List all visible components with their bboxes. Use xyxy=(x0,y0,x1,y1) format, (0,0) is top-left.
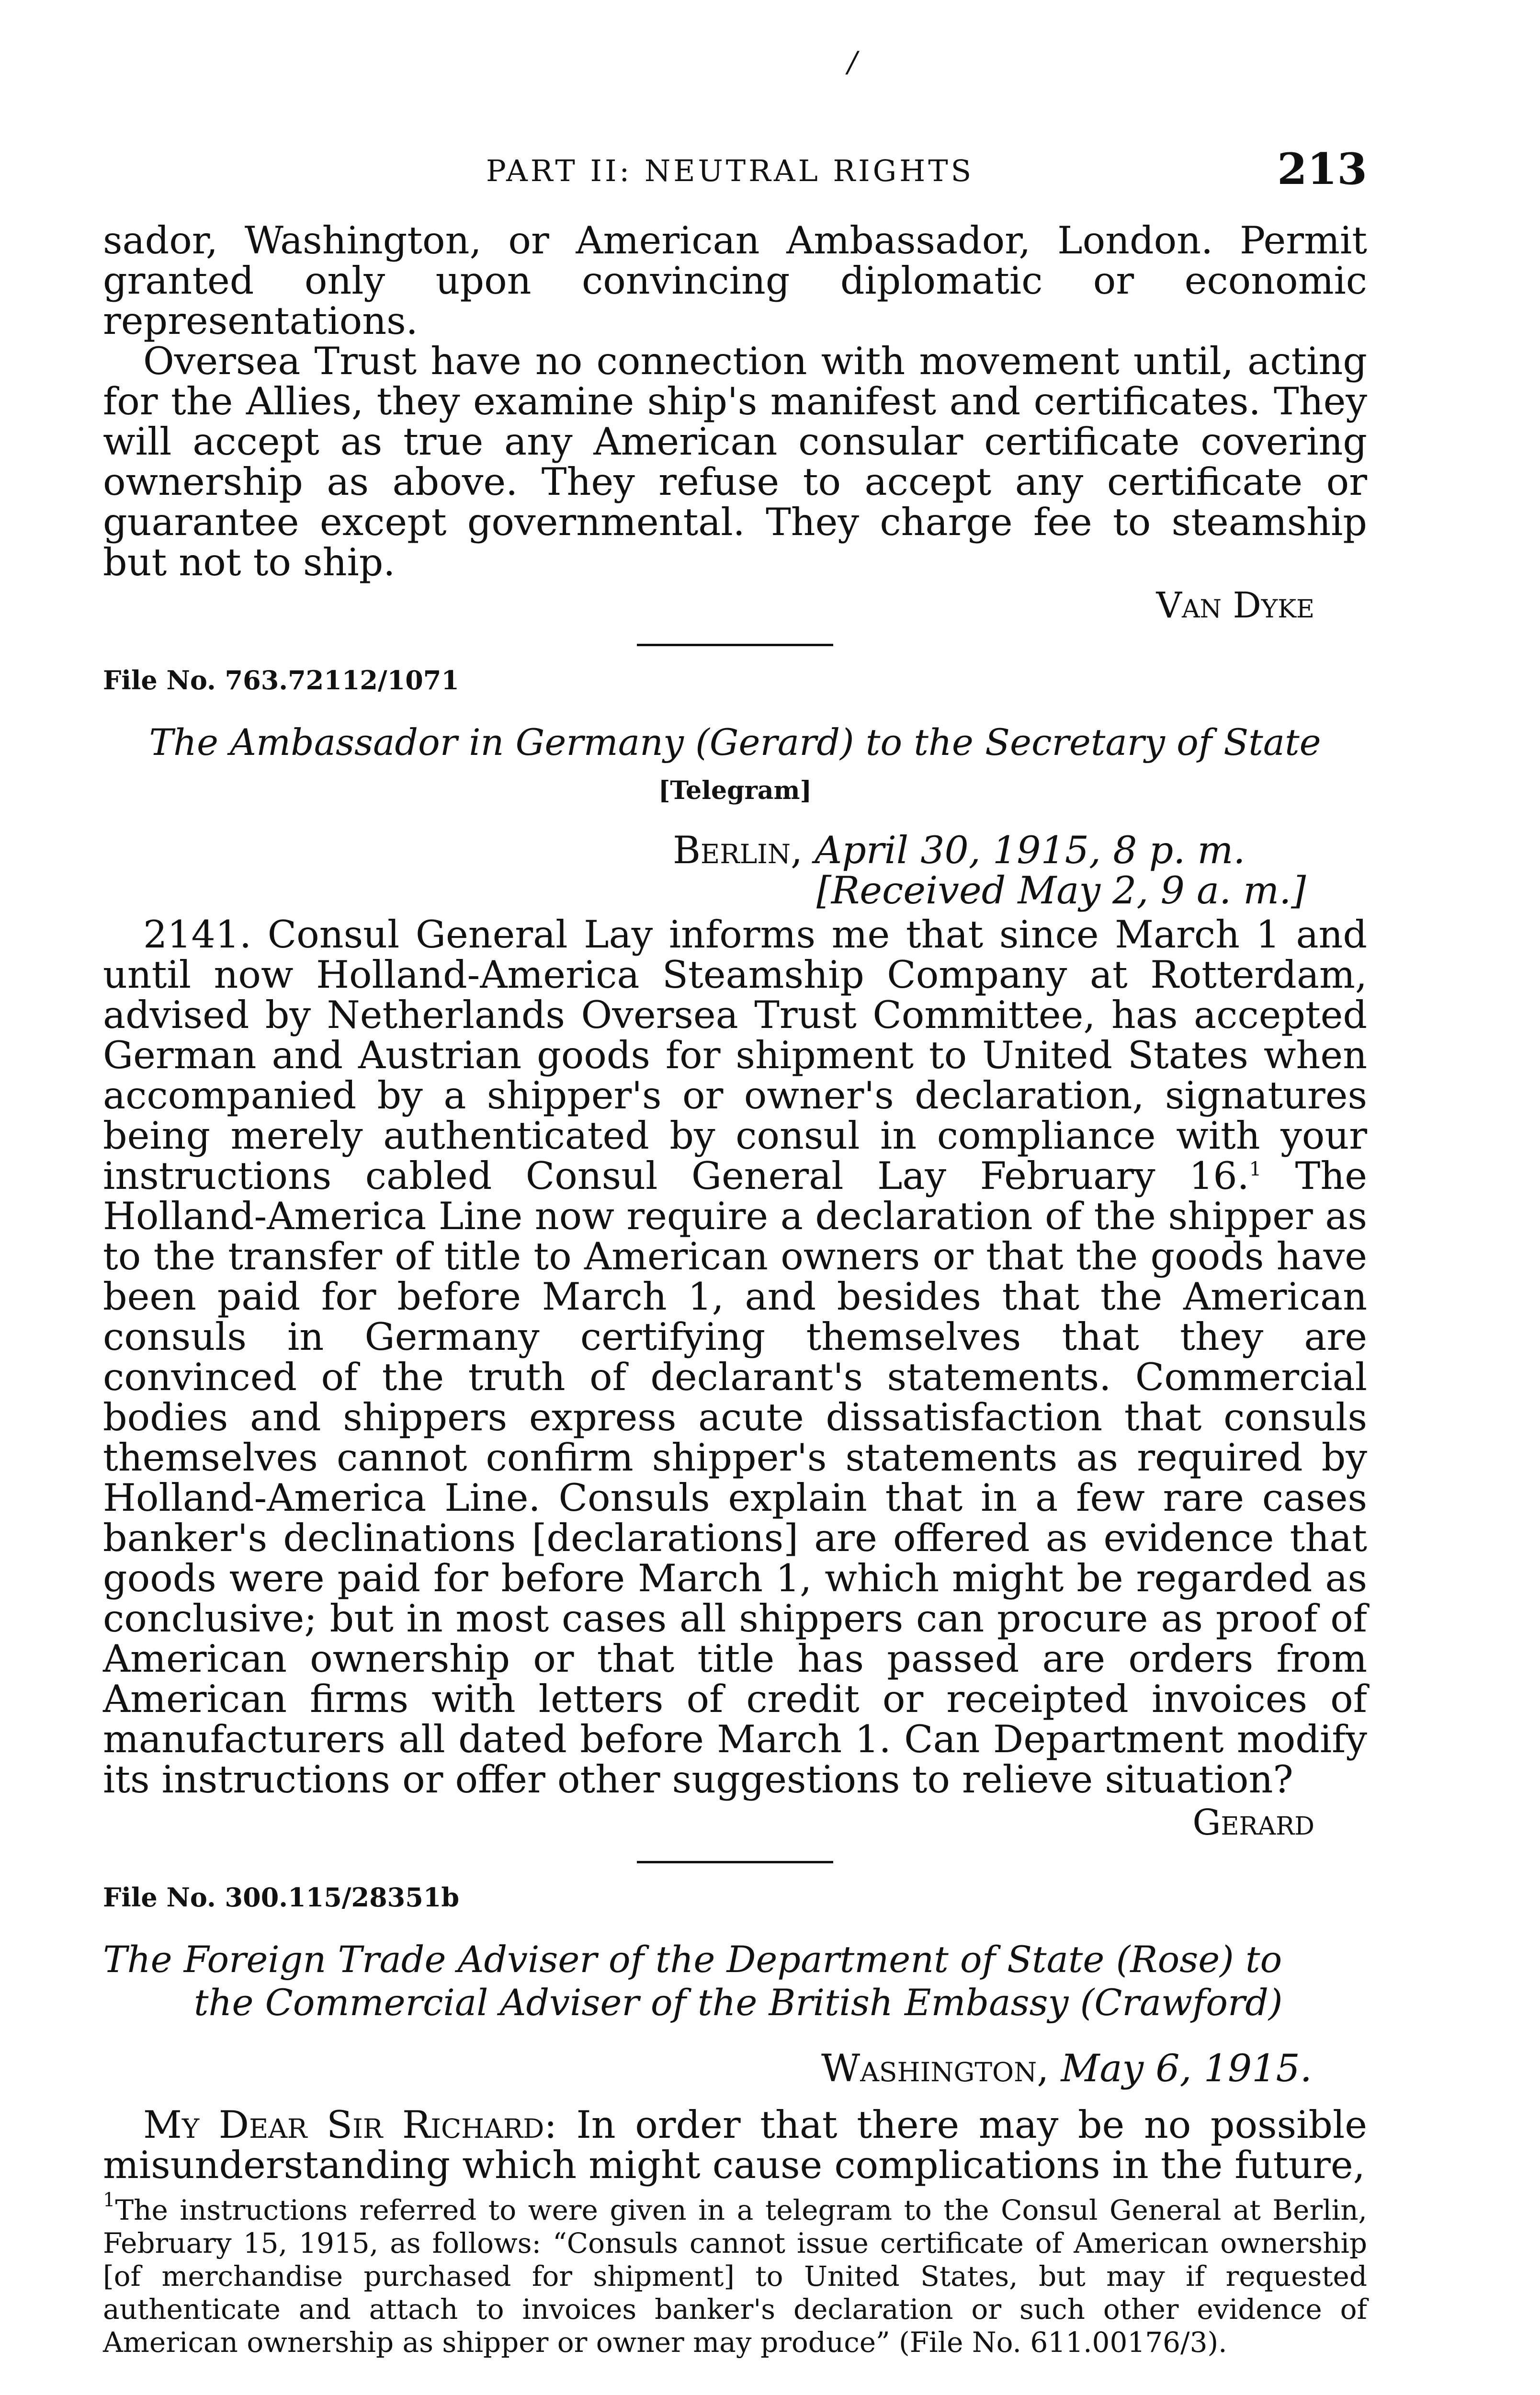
doc1-continuation: sador, Washington, or American Ambassador, London. Permit granted only upon convincing diplomatic or economic representations. xyxy=(103,218,1367,343)
doc1-paragraph: Oversea Trust have no connection with movement until, acting for the Allies, they examine ship's manifest and certificates. They will accept as true any American consular certificate covering ownership as above. They refuse to accept any certificate or guarantee except governmental. They charge fee to steamship but not to ship. xyxy=(103,339,1367,584)
doc2-signature: Gerard xyxy=(1192,1802,1314,1843)
doc3-body-text: In order that there may be no possible misunderstanding which might cause complications in the future, xyxy=(103,2103,1367,2187)
doc3-heading xyxy=(103,1938,1367,2024)
footnote-reference: 1 xyxy=(1249,1158,1262,1180)
doc2-body-part2: The Holland-America Line now require a declaration of the shipper as to the transfer of title to American owners or that the goods have been paid for before March 1, and besides that the American consuls in Germany certifying themselves that they are convinced of the truth of declarant's statements. Commercial bodies and shippers express acute dissatisfaction that consuls themselves cannot confirm shipper's statements as required by Holland-America Line. Consuls explain that in a few rare cases banker's declinations [declarations] are offered as evidence that goods were paid for before March 1, which might be regarded as conclusive; but in most cases all shippers can procure as proof of American ownership or that title has passed are orders from American firms with letters of credit or receipted invoices of manufacturers all dated before March 1. Can Department modify its instructions or offer other suggestions to relieve situation? xyxy=(103,1154,1368,1802)
doc2-subheading: [Telegram] xyxy=(658,776,812,805)
running-title: PART II: NEUTRAL RIGHTS xyxy=(486,153,974,188)
page-number: 213 xyxy=(1277,144,1367,194)
section-divider-1 xyxy=(637,644,833,646)
doc3-dateline xyxy=(103,2048,1367,2088)
footnote-marker: 1 xyxy=(103,2189,115,2211)
page-header xyxy=(103,144,1367,196)
doc2-dateline xyxy=(103,830,1367,870)
doc2-heading: The Ambassador in Germany (Gerard) to the Secretary of State xyxy=(149,721,1321,764)
doc3-file-number: File No. 300.115/28351b xyxy=(103,1882,460,1913)
section-divider-2 xyxy=(637,1861,833,1863)
doc1-signature: Van Dyke xyxy=(1156,585,1314,626)
doc3-body xyxy=(103,2105,1367,2185)
stray-mark: / xyxy=(848,46,858,79)
footnote xyxy=(103,2189,1367,2359)
doc2-date: April 30, 1915, 8 p. m. xyxy=(815,828,1246,872)
doc2-received: [Received May 2, 9 a. m.] xyxy=(816,868,1306,912)
doc3-heading-line1: The Foreign Trade Adviser of the Department of State (Rose) to xyxy=(103,1938,1282,1981)
doc2-place: Berlin, xyxy=(673,828,803,872)
page-body xyxy=(103,220,1367,2185)
doc3-heading-line2: the Commercial Adviser of the British Embassy (Crawford) xyxy=(194,1981,1283,2024)
doc2-body xyxy=(103,914,1367,1800)
doc3-place: Washington, xyxy=(821,2046,1049,2090)
doc3-date: May 6, 1915. xyxy=(1061,2046,1312,2090)
doc3-salutation: My Dear Sir Richard: xyxy=(143,2103,557,2147)
doc2-body-part1: 2141. Consul General Lay informs me that since March 1 and until now Holland-America Steamship Company at Rotterdam, advised by Netherlands Oversea Trust Committee, has accepted German and Austrian goods for shipment to United States when accompanied by a shipper's or owner's declaration, signatures being merely authenticated by consul in compliance with your instructions cabled Consul General Lay February 16. xyxy=(103,912,1367,1198)
footnote-text: The instructions referred to were given in a telegram to the Consul General at Berlin, February 15, 1915, as follows: “Consuls cannot issue certificate of American ownership [of merchandise purchased for shipment] to United States, but may if requested authenticate and attach to invoices banker's declaration or such other evidence of American ownership as shipper or owner may produce” (File No. 611.00176/3). xyxy=(103,2194,1367,2359)
doc2-file-number: File No. 763.72112/1071 xyxy=(103,665,459,696)
